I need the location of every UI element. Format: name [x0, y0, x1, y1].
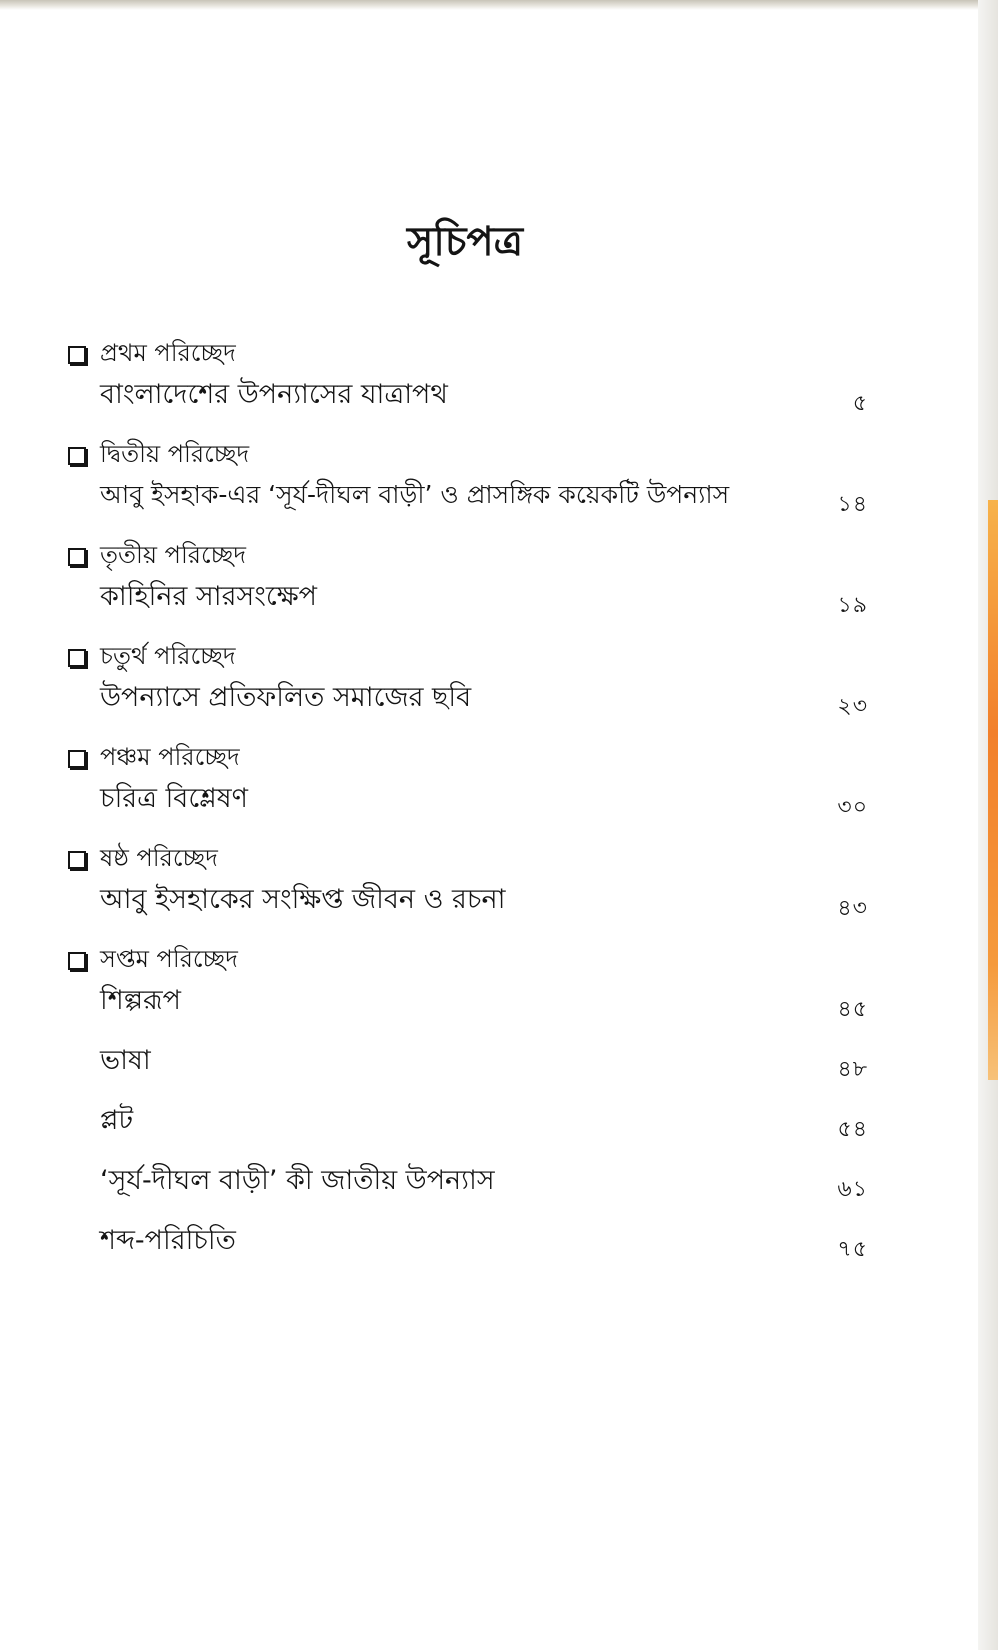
checkbox-icon	[68, 346, 86, 364]
checkbox-icon	[68, 649, 86, 667]
checkbox-icon	[68, 548, 86, 566]
page-number: ১৪	[837, 492, 868, 517]
page-number: ৫	[852, 391, 868, 416]
page-number: ৪৫	[837, 997, 868, 1022]
toc-entry[interactable]	[68, 372, 868, 418]
chapter-heading	[68, 843, 868, 877]
toc-entry[interactable]	[68, 574, 868, 620]
page-number: ৪৩	[837, 896, 868, 921]
entry-title: শিল্পরূপ	[100, 985, 181, 1016]
chapter-heading	[68, 540, 868, 574]
page-number: ২৩	[837, 694, 868, 719]
chapter-3	[68, 540, 868, 620]
chapter-heading-text: দ্বিতীয় পরিচ্ছেদ	[100, 440, 250, 468]
table-of-contents	[68, 338, 868, 1299]
chapter-heading	[68, 742, 868, 776]
checkbox-icon	[68, 447, 86, 465]
checkbox-icon	[68, 851, 86, 869]
entry-title: আবু ইসহাক-এর ‘সূর্য-দীঘল বাড়ী’ ও প্রাসঙ্গিক কয়েকটি উপন্যাস	[100, 480, 730, 509]
chapter-2	[68, 439, 868, 519]
page-number: ৪৮	[837, 1057, 868, 1082]
chapter-heading	[68, 641, 868, 675]
toc-entry[interactable]	[68, 473, 868, 519]
toc-entry[interactable]	[68, 1038, 868, 1098]
page-title: সূচিপত্র	[407, 218, 523, 265]
chapter-heading	[68, 439, 868, 473]
chapter-heading-text: তৃতীয় পরিচ্ছেদ	[100, 541, 246, 569]
entry-title: কাহিনির সারসংক্ষেপ	[100, 581, 317, 612]
checkbox-icon	[68, 750, 86, 768]
entry-title: চরিত্র বিশ্লেষণ	[100, 783, 249, 814]
page-number: ১৯	[837, 593, 868, 618]
page-number: ৬১	[837, 1177, 868, 1202]
page-number: ৭৫	[837, 1237, 868, 1262]
chapter-heading	[68, 944, 868, 978]
entry-title: প্লট	[100, 1105, 134, 1136]
page-number: ৩০	[837, 795, 868, 820]
page-number: ৫৪	[837, 1117, 868, 1142]
chapter-heading-text: ষষ্ঠ পরিচ্ছেদ	[100, 844, 218, 872]
chapter-heading-text: চতুর্থ পরিচ্ছেদ	[100, 642, 236, 670]
entry-title: উপন্যাসে প্রতিফলিত সমাজের ছবি	[100, 682, 472, 713]
toc-entry[interactable]	[68, 1098, 868, 1158]
chapter-7	[68, 944, 868, 1278]
chapter-heading-text: পঞ্চম পরিচ্ছেদ	[100, 743, 240, 771]
toc-entry[interactable]	[68, 978, 868, 1038]
toc-entry[interactable]	[68, 776, 868, 822]
chapter-heading	[68, 338, 868, 372]
toc-entry[interactable]	[68, 1218, 868, 1278]
checkbox-icon	[68, 952, 86, 970]
page-top-edge	[0, 0, 998, 10]
toc-entry[interactable]	[68, 1158, 868, 1218]
cover-color-strip	[988, 500, 998, 1080]
entry-title: শব্দ-পরিচিতি	[100, 1225, 236, 1256]
entry-title: ‘সূর্য-দীঘল বাড়ী’ কী জাতীয় উপন্যাস	[100, 1165, 495, 1196]
chapter-1	[68, 338, 868, 418]
toc-entry[interactable]	[68, 675, 868, 721]
toc-entry[interactable]	[68, 877, 868, 923]
entry-title: বাংলাদেশের উপন্যাসের যাত্রাপথ	[100, 379, 448, 410]
chapter-heading-text: সপ্তম পরিচ্ছেদ	[100, 945, 238, 973]
chapter-5	[68, 742, 868, 822]
chapter-4	[68, 641, 868, 721]
entry-title: ভাষা	[100, 1045, 151, 1076]
chapter-6	[68, 843, 868, 923]
chapter-heading-text: প্রথম পরিচ্ছেদ	[100, 339, 236, 367]
entry-title: আবু ইসহাকের সংক্ষিপ্ত জীবন ও রচনা	[100, 884, 506, 915]
